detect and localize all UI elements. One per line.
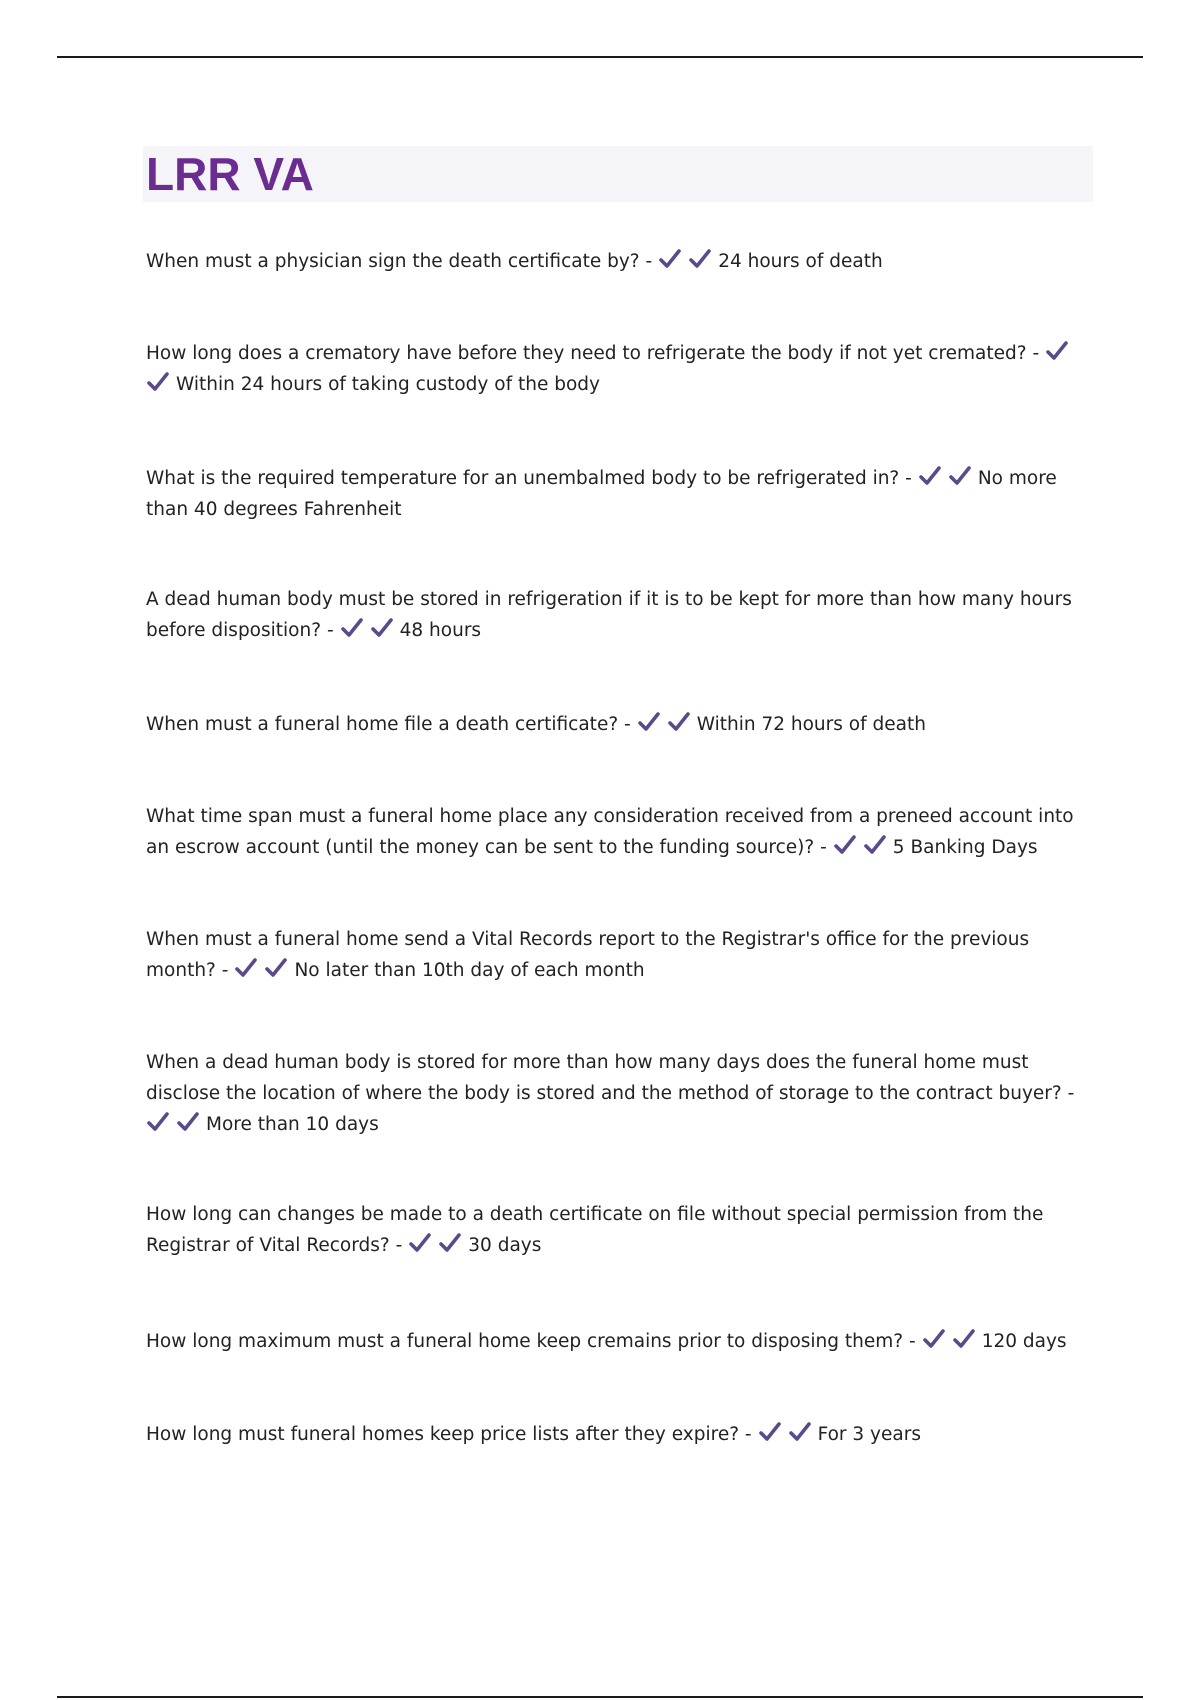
checkmark-icon [1045, 340, 1071, 362]
checkmark-icon [658, 248, 684, 270]
checkmark-icon [667, 711, 693, 733]
checkmark-icon [688, 248, 714, 270]
checkmark-icon [264, 957, 290, 979]
answer-text: 24 hours of death [718, 251, 883, 272]
answer-text: More than 10 days [206, 1114, 379, 1135]
checkmark-icon [146, 371, 172, 393]
qa-item [146, 1326, 1096, 1357]
separator: - [820, 837, 827, 858]
question-text: When must a funeral home send a Vital Records report to the Registrar's office for the previous month? [146, 929, 1030, 981]
qa-item [146, 584, 1096, 646]
answer-text: 5 Banking Days [892, 837, 1038, 858]
qa-item [146, 1199, 1096, 1261]
qa-item [146, 924, 1096, 986]
answer-text: No more than 40 degrees Fahrenheit [146, 468, 1057, 520]
answer-text: 120 days [981, 1331, 1067, 1352]
qa-item [146, 463, 1096, 525]
checkmark-icon [952, 1328, 978, 1350]
separator: - [909, 1331, 916, 1352]
separator: - [905, 468, 912, 489]
checkmark-icon [234, 957, 260, 979]
question-text: When must a funeral home file a death certificate? [146, 714, 619, 735]
answer-text: For 3 years [817, 1424, 921, 1445]
question-text: What time span must a funeral home place any consideration received from a preneed account into an escrow account (until the money can be sent to the funding source)? [146, 806, 1074, 858]
qa-item [146, 1419, 1096, 1450]
separator: - [744, 1424, 752, 1445]
qa-item [146, 338, 1096, 400]
qa-item [146, 801, 1096, 863]
checkmark-icon [408, 1232, 434, 1254]
checkmark-icon [637, 711, 663, 733]
checkmark-icon [948, 465, 974, 487]
answer-text: 30 days [468, 1235, 542, 1256]
qa-item [146, 246, 1096, 277]
question-text: How long maximum must a funeral home keep cremains prior to disposing them? [146, 1331, 904, 1352]
qa-item [146, 1047, 1096, 1140]
checkmark-icon [176, 1111, 202, 1133]
checkmark-icon [370, 617, 396, 639]
separator: - [326, 620, 334, 641]
question-text: How long can changes be made to a death certificate on file without special permission from the Registrar of Vital Records? [146, 1204, 1044, 1256]
answer-text: Within 24 hours of taking custody of the body [176, 374, 600, 395]
question-text: What is the required temperature for an unembalmed body to be refrigerated in? [146, 468, 900, 489]
top-rule [57, 56, 1143, 58]
qa-item [146, 709, 1096, 740]
checkmark-icon [438, 1232, 464, 1254]
document-title: LRR VA [146, 148, 314, 200]
checkmark-icon [918, 465, 944, 487]
answer-text: 48 hours [399, 620, 482, 641]
question-text: When a dead human body is stored for more than how many days does the funeral home must disclose the location of where the body is stored and the method of storage to the contract buyer? [146, 1052, 1062, 1104]
checkmark-icon [863, 834, 889, 856]
bottom-rule [57, 1696, 1143, 1698]
answer-text: No later than 10th day of each month [294, 960, 645, 981]
question-text: When must a physician sign the death certificate by? [146, 251, 640, 272]
checkmark-icon [758, 1421, 784, 1443]
separator: - [395, 1235, 403, 1256]
answer-text: Within 72 hours of death [696, 714, 926, 735]
checkmark-icon [788, 1421, 814, 1443]
checkmark-icon [146, 1111, 172, 1133]
separator: - [221, 960, 229, 981]
separator: - [624, 714, 631, 735]
separator: - [1032, 343, 1040, 364]
separator: - [1067, 1083, 1075, 1104]
question-text: How long must funeral homes keep price lists after they expire? [146, 1424, 740, 1445]
checkmark-icon [833, 834, 859, 856]
question-text: A dead human body must be stored in refrigeration if it is to be kept for more than how many hours before disposition? [146, 589, 1072, 641]
separator: - [645, 251, 653, 272]
checkmark-icon [922, 1328, 948, 1350]
checkmark-icon [340, 617, 366, 639]
question-text: How long does a crematory have before they need to refrigerate the body if not yet cremated? [146, 343, 1027, 364]
